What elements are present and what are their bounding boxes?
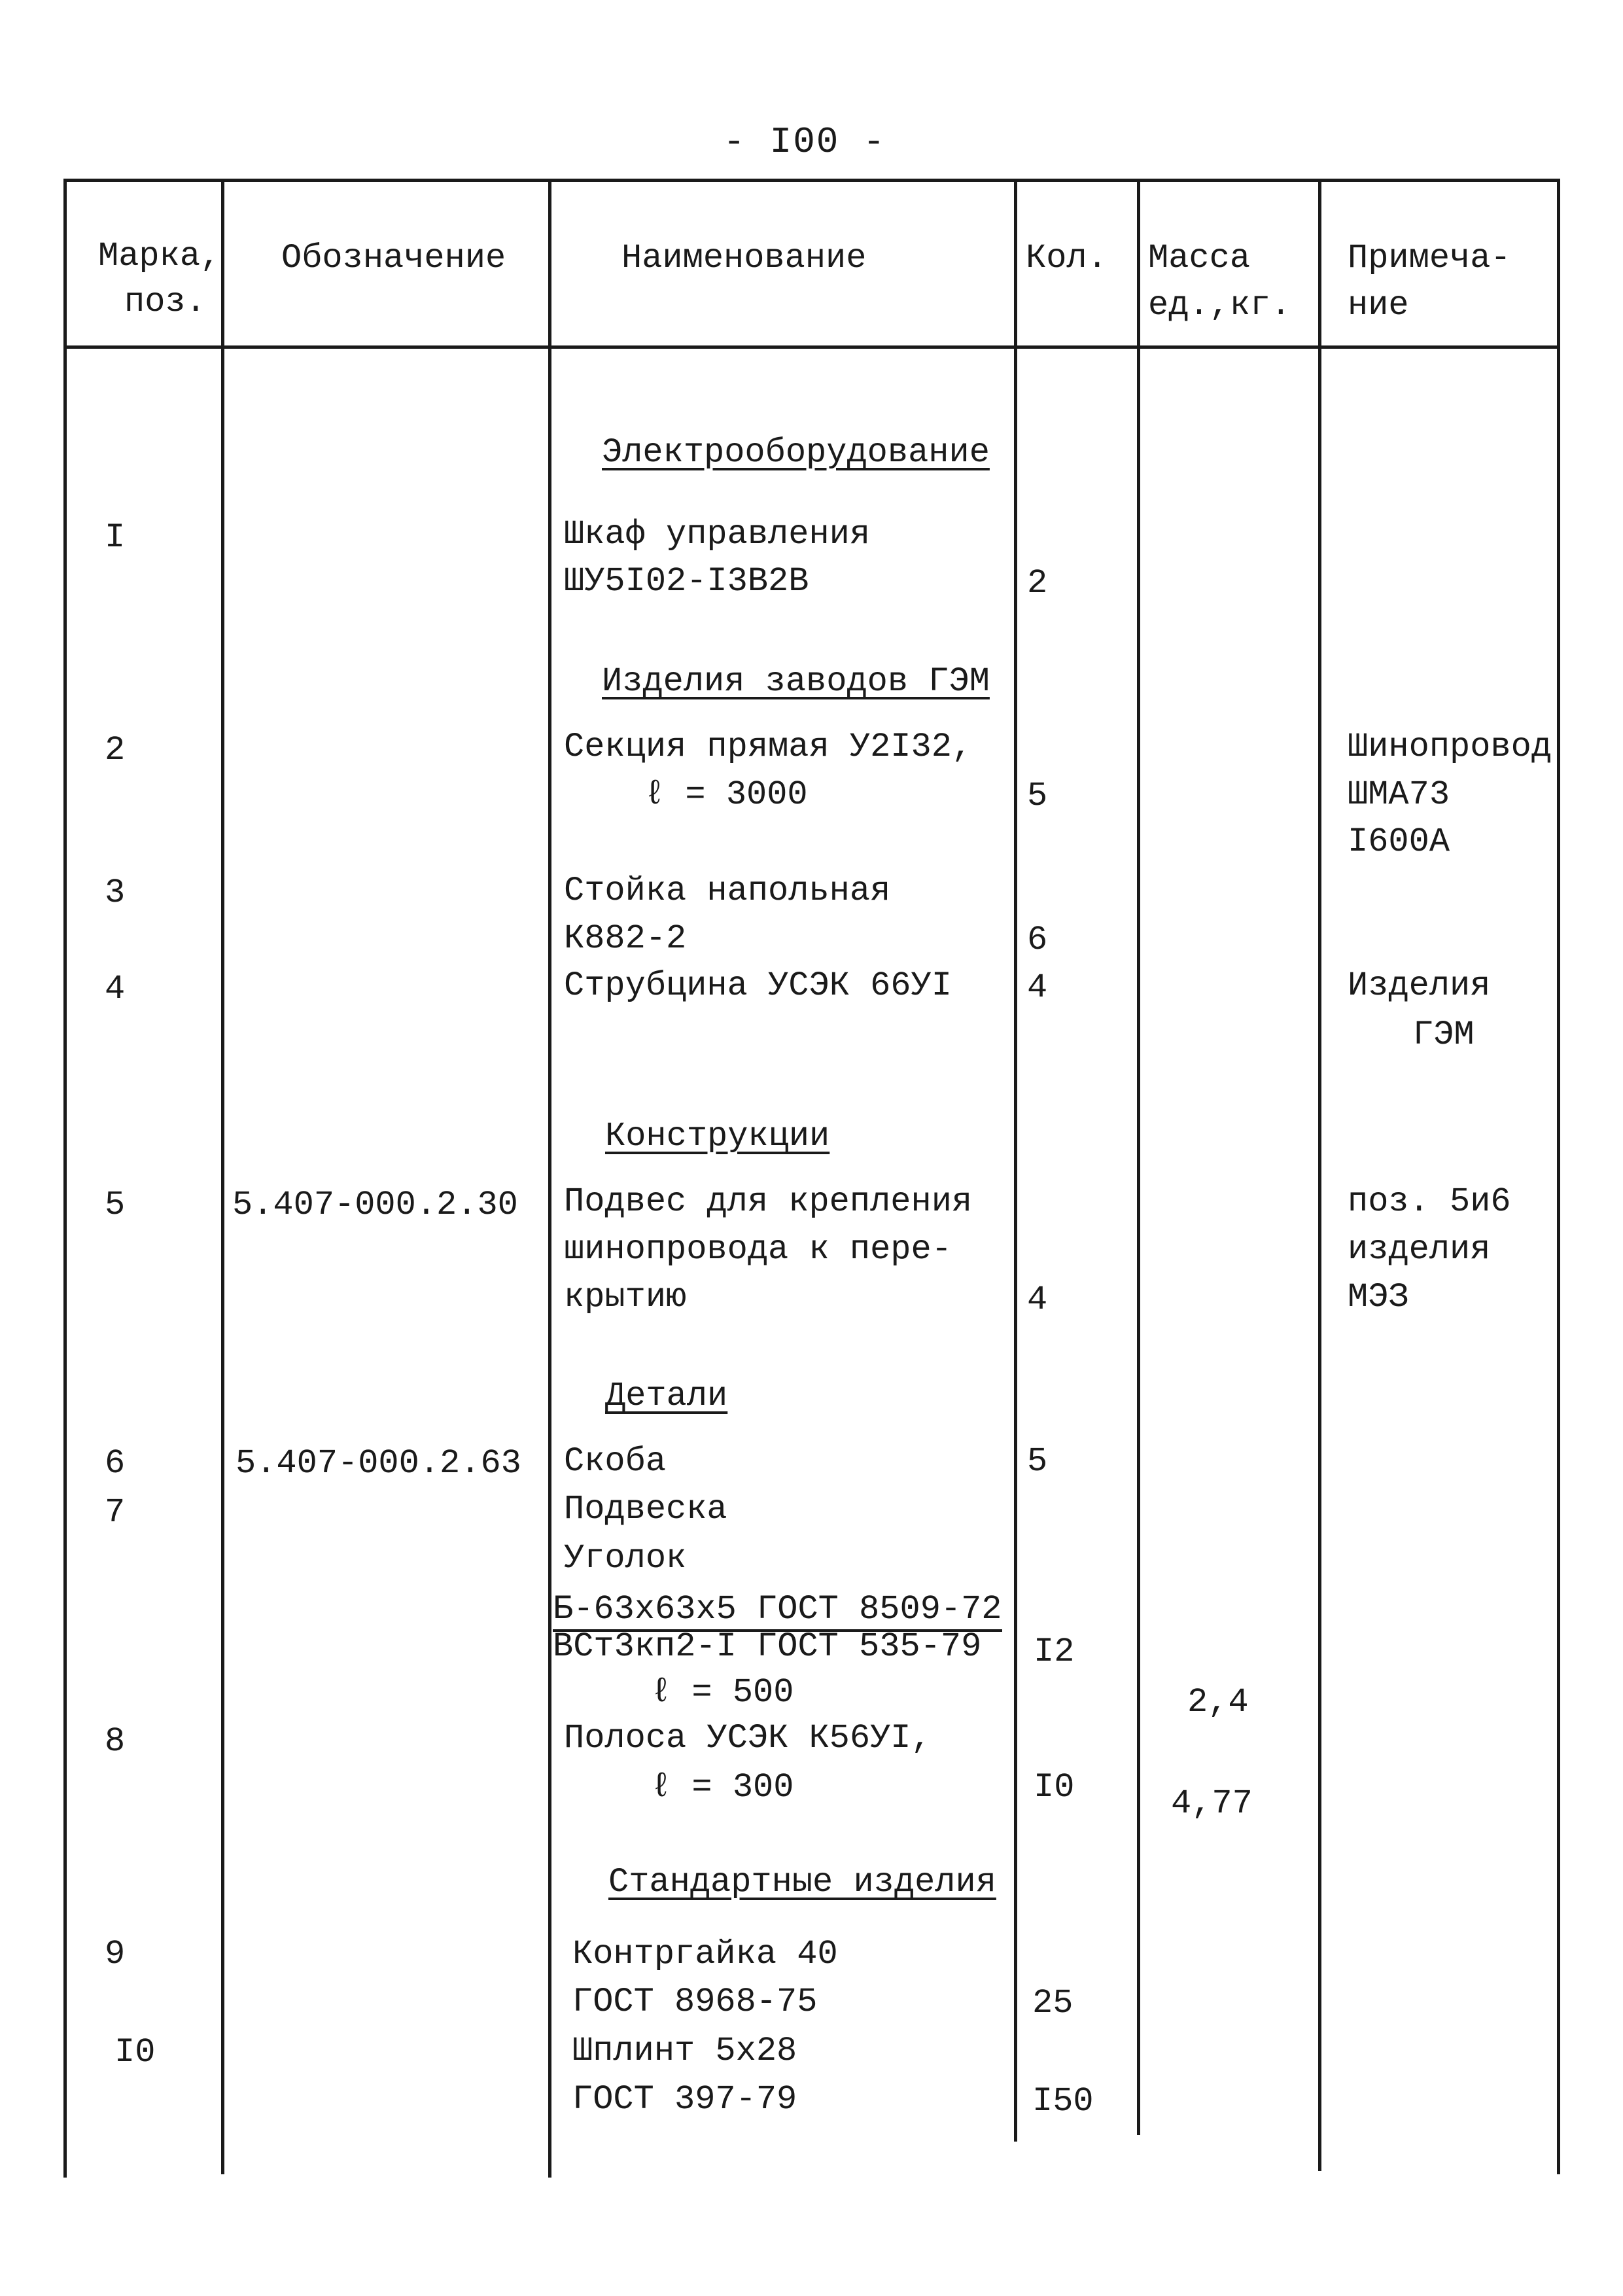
- row-3-qty: 6: [1027, 921, 1048, 959]
- row-4-pos: 4: [105, 970, 126, 1008]
- row-2-pos: 2: [105, 731, 126, 769]
- header-qty: Кол.: [1026, 239, 1108, 277]
- column-divider-designation: [548, 179, 551, 2178]
- row-7-name-line4: ВСт3кп2-I ГОСТ 535-79: [553, 1627, 982, 1666]
- row-5-qty: 4: [1027, 1280, 1048, 1319]
- row-5-designation: 5.407-000.2.30: [232, 1186, 518, 1224]
- section-electrical: Электрооборудование: [602, 433, 990, 472]
- row-6-name-line1: Скоба: [564, 1442, 667, 1481]
- row-1-name-line1: Шкаф управления: [564, 515, 871, 554]
- row-9-pos: 9: [105, 1935, 126, 1973]
- row-2-qty: 5: [1027, 777, 1048, 815]
- column-divider-qty: [1137, 179, 1140, 2135]
- row-7-qty: I2: [1034, 1633, 1075, 1671]
- column-divider-mark: [221, 179, 224, 2174]
- row-2-note-line1: Шинопровод: [1348, 728, 1552, 766]
- row-1-name-line2: ШУ5I02-I3B2B: [564, 562, 809, 601]
- row-4-note-line2: ГЭМ: [1413, 1016, 1475, 1054]
- row-4-note-line1: Изделия: [1348, 966, 1491, 1005]
- row-8-mass: 4,77: [1171, 1784, 1253, 1823]
- column-divider-right-edge: [1557, 179, 1560, 2174]
- header-mass-line1: Масса: [1148, 239, 1251, 277]
- row-8-pos: 8: [105, 1722, 126, 1761]
- header-note-line1: Примеча-: [1348, 239, 1511, 277]
- row-5-name-line3: крытию: [564, 1278, 687, 1316]
- header-mass-line2: ед.,кг.: [1148, 286, 1291, 325]
- row-3-name-line1: Стойка напольная: [564, 872, 891, 910]
- row-1-qty: 2: [1027, 564, 1048, 603]
- row-6-designation: 5.407-000.2.63: [236, 1444, 521, 1483]
- row-4-name-line1: Струбцина УСЭК 66УI: [564, 966, 952, 1005]
- row-10-qty: I50: [1032, 2082, 1094, 2121]
- section-constructions: Конструкции: [605, 1117, 830, 1156]
- row-2-note-line2: ШМА73: [1348, 775, 1450, 814]
- row-7-name-line2: Уголок: [564, 1539, 687, 1578]
- page-number: - I00 -: [723, 121, 886, 163]
- row-5-note-line1: поз. 5и6: [1348, 1182, 1511, 1221]
- row-2-name-line2: ℓ = 3000: [644, 775, 808, 814]
- row-5-name-line2: шинопровода к пере-: [564, 1230, 952, 1269]
- column-divider-mass: [1318, 179, 1321, 2171]
- row-4-qty: 4: [1027, 968, 1048, 1007]
- header-name: Наименование: [621, 239, 867, 277]
- column-divider-left-edge: [63, 179, 67, 2178]
- row-10-name-line1: Шплинт 5х28: [572, 2032, 797, 2070]
- row-7-mass: 2,4: [1187, 1683, 1249, 1722]
- row-8-qty: I0: [1034, 1768, 1075, 1807]
- column-divider-name: [1014, 179, 1017, 2142]
- section-standard: Стандартные изделия: [608, 1863, 996, 1901]
- row-7-name-line3: Б-63х63х5 ГОСТ 8509-72: [553, 1590, 1002, 1632]
- section-gem-products: Изделия заводов ГЭМ: [602, 662, 990, 701]
- header-mark-line2: поз.: [124, 283, 206, 321]
- row-8-name-line2: ℓ = 300: [651, 1768, 794, 1807]
- row-7-pos: 7: [105, 1493, 126, 1532]
- header-note-line2: ние: [1348, 286, 1409, 325]
- row-5-pos: 5: [105, 1186, 126, 1224]
- row-7-name-line1: Подвеска: [564, 1490, 727, 1528]
- row-2-note-line3: I600А: [1348, 822, 1450, 861]
- row-5-note-line2: изделия: [1348, 1230, 1491, 1269]
- row-9-name-line2: ГОСТ 8968-75: [572, 1983, 818, 2021]
- row-3-pos: 3: [105, 874, 126, 912]
- row-6-pos: 6: [105, 1444, 126, 1483]
- row-5-name-line1: Подвес для крепления: [564, 1182, 973, 1221]
- header-designation: Обозначение: [281, 239, 506, 277]
- header-mark-line1: Марка,: [98, 237, 221, 275]
- row-3-name-line2: К882-2: [564, 919, 687, 958]
- row-10-pos: I0: [114, 2033, 156, 2072]
- row-9-qty: 25: [1032, 1984, 1073, 2022]
- row-6-qty: 5: [1027, 1442, 1048, 1481]
- table-top-border: [63, 179, 1560, 182]
- row-2-name-line1: Секция прямая У2I32,: [564, 728, 973, 766]
- row-10-name-line2: ГОСТ 397-79: [572, 2080, 797, 2119]
- section-details: Детали: [605, 1377, 728, 1415]
- header-bottom-border: [63, 345, 1560, 349]
- row-7-name-line5: ℓ = 500: [651, 1673, 794, 1712]
- row-5-note-line3: МЭЗ: [1348, 1278, 1409, 1316]
- row-8-name-line1: Полоса УСЭК К56УI,: [564, 1719, 932, 1757]
- row-1-pos: I: [105, 518, 126, 557]
- row-9-name-line1: Контргайка 40: [572, 1935, 838, 1973]
